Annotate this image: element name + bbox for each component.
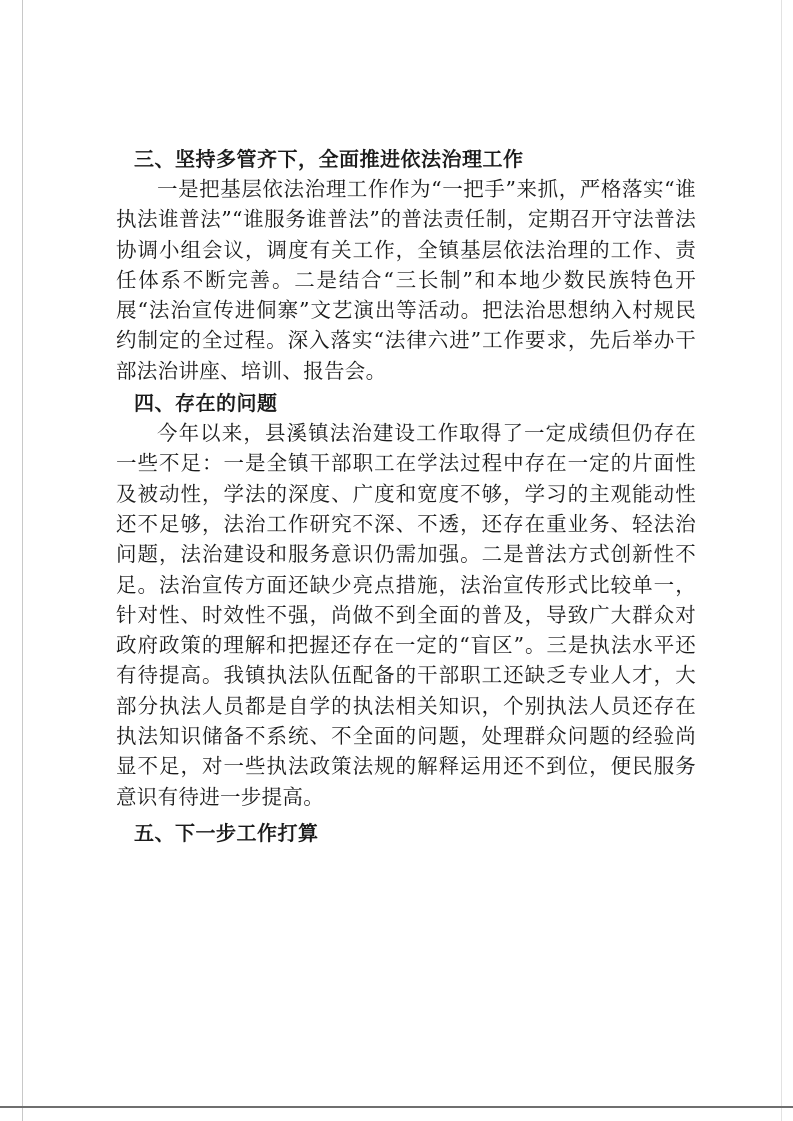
section-paragraph-3: 一是把基层依法治理工作作为“一把手”来抓，严格落实“谁执法谁普法”“谁服务谁普法”的普法责任制，定期召开守法普法协调小组会议，调度有关工作，全镇基层依法治理的工作、责任体系不断完善。二是结合“三长制”和本地少数民族特色开展“法治宣传进侗寨”文艺演出等活动。把法治思想纳入村规民约制定的全过程。深入落实“法律六进”工作要求，先后举办干部法治讲座、培训、报告会。 <box>116 177 696 383</box>
section-heading-3: 三、坚持多管齐下，全面推进依法治理工作 <box>134 147 524 171</box>
scan-edge-right <box>781 0 782 1121</box>
scan-edge-left <box>22 0 23 1121</box>
document-page <box>116 144 696 848</box>
section-paragraph-4: 今年以来，县溪镇法治建设工作取得了一定成绩但仍存在一些不足：一是全镇干部职工在学法过程中存在一定的片面性及被动性，学法的深度、广度和宽度不够，学习的主观能动性还不足够，法治工作研究不深、不透，还存在重业务、轻法治问题，法治建设和服务意识仍需加强。二是普法方式创新性不足。法治宣传方面还缺少亮点措施，法治宣传形式比较单一，针对性、时效性不强，尚做不到全面的普及，导致广大群众对政府政策的理解和把握还存在一定的“盲区”。三是执法水平还有待提高。我镇执法队伍配备的干部职工还缺乏专业人才，大部分执法人员都是自学的执法相关知识，个别执法人员还存在执法知识储备不系统、不全面的问题，处理群众问题的经验尚显不足，对一些执法政策法规的解释运用还不到位，便民服务意识有待进一步提高。 <box>116 421 696 809</box>
section-heading-5: 五、下一步工作打算 <box>134 820 319 845</box>
scan-edge-bottom <box>0 1106 793 1108</box>
section-heading-4: 四、存在的问题 <box>134 391 278 416</box>
